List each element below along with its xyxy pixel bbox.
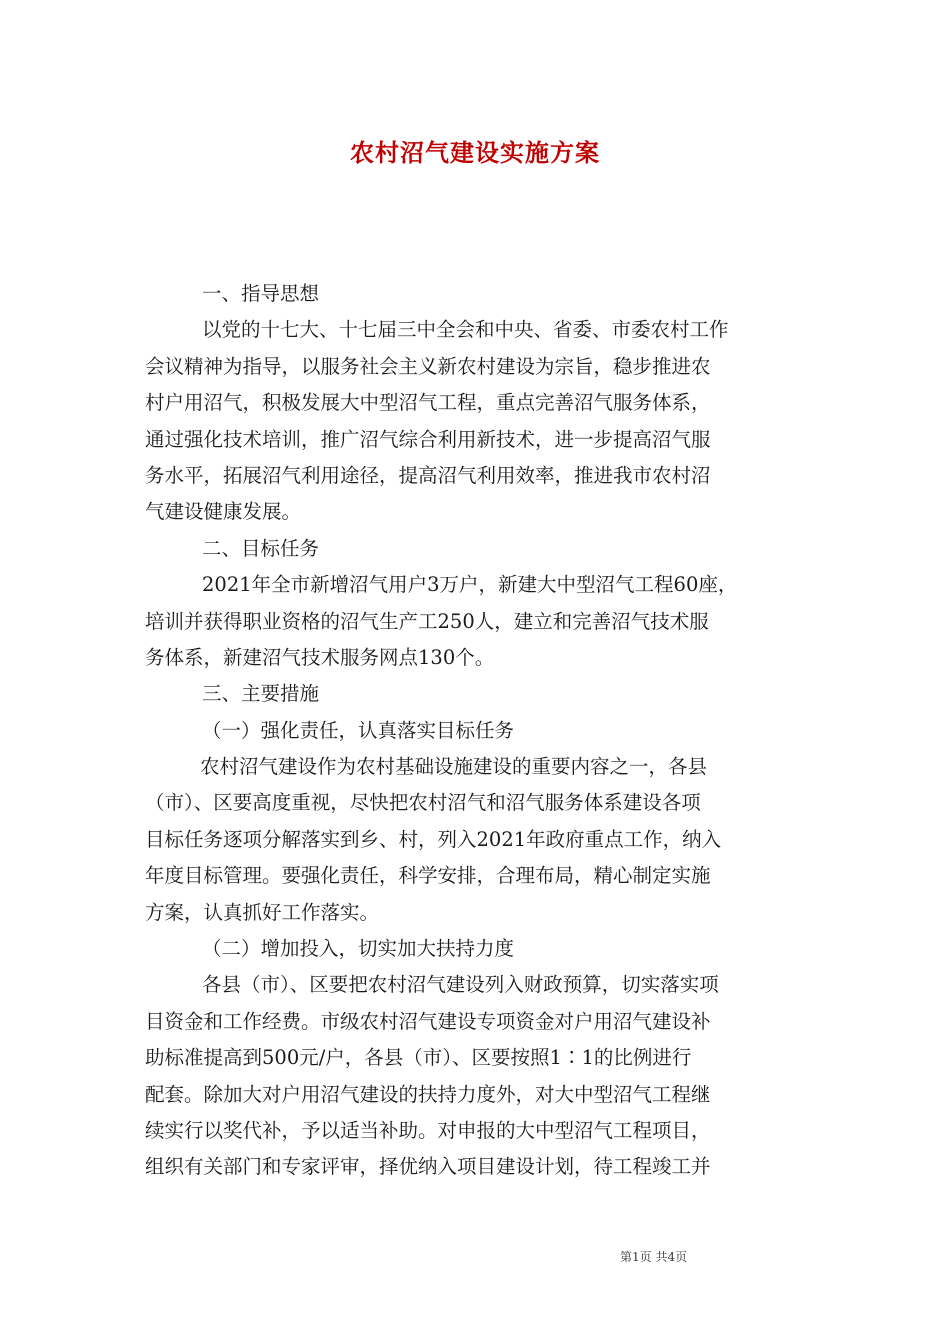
paragraph-line: 配套。除加大对户用沼气建设的扶持力度外，对大中型沼气工程继 bbox=[145, 1082, 711, 1106]
paragraph-line: 方案，认真抓好工作落实。 bbox=[145, 900, 380, 924]
paragraph-line: 务水平，拓展沼气利用途径，提高沼气利用效率，推进我市农村沼 bbox=[145, 463, 711, 487]
paragraph-line: 通过强化技术培训，推广沼气综合利用新技术，进一步提高沼气服 bbox=[145, 427, 711, 451]
section-heading: 一、指导思想 bbox=[202, 282, 320, 305]
paragraph-line: 各县（市）、区要把农村沼气建设列入财政预算，切实落实项 bbox=[202, 973, 719, 997]
paragraph-line: 气建设健康发展。 bbox=[145, 500, 302, 524]
paragraph-line: 农村沼气建设作为农村基础设施建设的重要内容之一，各县 bbox=[200, 755, 708, 779]
paragraph-line: 村户用沼气，积极发展大中型沼气工程，重点完善沼气服务体系， bbox=[145, 391, 711, 415]
document-title: 农村沼气建设实施方案 bbox=[350, 138, 600, 167]
paragraph-line: 目标任务逐项分解落实到乡、村，列入2021年政府重点工作，纳入 bbox=[145, 827, 722, 851]
paragraph-line: （市）、区要高度重视，尽快把农村沼气和沼气服务体系建设各项 bbox=[145, 791, 701, 815]
subsection-heading: （二）增加投入，切实加大扶持力度 bbox=[202, 937, 515, 961]
paragraph-line: 组织有关部门和专家评审，择优纳入项目建设计划，待工程竣工并 bbox=[145, 1155, 711, 1179]
paragraph-line: 2021年全市新增沼气用户3万户，新建大中型沼气工程60座， bbox=[202, 573, 738, 597]
section-heading: 三、主要措施 bbox=[202, 682, 320, 706]
paragraph-line: 以党的十七大、十七届三中全会和中央、省委、市委农村工作 bbox=[202, 318, 729, 342]
paragraph-line: 培训并获得职业资格的沼气生产工250人，建立和完善沼气技术服 bbox=[145, 609, 709, 633]
paragraph-line: 目资金和工作经费。市级农村沼气建设专项资金对户用沼气建设补 bbox=[145, 1009, 711, 1033]
paragraph-line: 务体系，新建沼气技术服务网点130个。 bbox=[145, 645, 495, 669]
paragraph-line: 年度目标管理。要强化责任，科学安排，合理布局，精心制定实施 bbox=[145, 864, 711, 888]
paragraph-line: 续实行以奖代补，予以适当补助。对申报的大中型沼气工程项目， bbox=[145, 1118, 711, 1142]
page-indicator: 第1页 共4页 bbox=[620, 1250, 688, 1264]
subsection-heading: （一）强化责任，认真落实目标任务 bbox=[202, 718, 515, 742]
section-heading: 二、目标任务 bbox=[202, 536, 320, 560]
paragraph-line: 助标准提高到500元/户，各县（市）、区要按照1∶1的比例进行 bbox=[145, 1046, 692, 1070]
paragraph-line: 会议精神为指导，以服务社会主义新农村建设为宗旨，稳步推进农 bbox=[145, 354, 711, 378]
document-body bbox=[145, 276, 805, 1186]
